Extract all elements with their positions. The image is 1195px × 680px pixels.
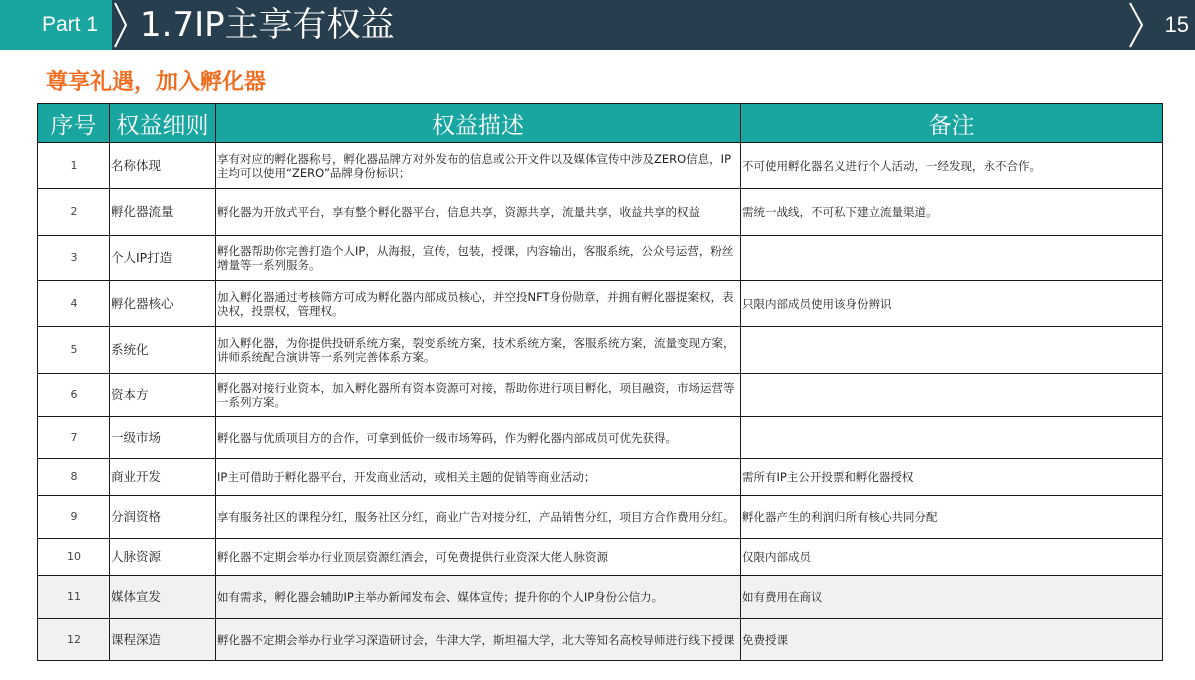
part-label: Part 1 — [42, 13, 99, 36]
row-description: 孵化器不定期会举办行业顶层资源红酒会，可免费提供行业资深大佬人脉资源 — [216, 539, 741, 576]
row-note — [741, 327, 1163, 374]
section-subtitle: 尊享礼遇，加入孵化器 — [46, 70, 267, 95]
row-description: 如有需求，孵化器会辅助IP主举办新闻发布会、媒体宣传；提升你的个人IP身份公信力。 — [216, 576, 741, 619]
row-note: 只限内部成员使用该身份辨识 — [741, 281, 1163, 327]
row-item: 系统化 — [110, 327, 216, 374]
row-note: 不可使用孵化器名义进行个人活动，一经发现，永不合作。 — [741, 143, 1163, 189]
row-number: 9 — [38, 496, 110, 539]
row-item: 课程深造 — [110, 619, 216, 661]
row-note: 如有费用在商议 — [741, 576, 1163, 619]
row-item: 商业开发 — [110, 459, 216, 496]
table-row — [38, 281, 1163, 327]
table-row — [38, 189, 1163, 236]
row-number: 6 — [38, 374, 110, 417]
row-description: 孵化器不定期会举办行业学习深造研讨会，牛津大学，斯坦福大学，北大等知名高校导师进行线下授课 — [216, 619, 741, 661]
table-row — [38, 417, 1163, 459]
row-note — [741, 417, 1163, 459]
table-row — [38, 236, 1163, 281]
row-description: 享有对应的孵化器称号，孵化器品牌方对外发布的信息或公开文件以及媒体宣传中涉及ZERO信息，IP主均可以使用“ZERO”品牌身份标识； — [216, 143, 741, 189]
table-row — [38, 496, 1163, 539]
row-note: 免费授课 — [741, 619, 1163, 661]
row-number: 8 — [38, 459, 110, 496]
column-header-note: 备注 — [741, 104, 1163, 143]
row-item: 资本方 — [110, 374, 216, 417]
column-header-number: 序号 — [38, 104, 110, 143]
row-item: 孵化器流量 — [110, 189, 216, 236]
row-number: 7 — [38, 417, 110, 459]
row-description: 孵化器帮助你完善打造个人IP，从海报，宣传，包装，授课，内容输出，客服系统，公众号运营，粉丝增量等一系列服务。 — [216, 236, 741, 281]
row-number: 2 — [38, 189, 110, 236]
table-row — [38, 327, 1163, 374]
row-note: 需统一战线，不可私下建立流量渠道。 — [741, 189, 1163, 236]
row-item: 名称体现 — [110, 143, 216, 189]
row-description: 加入孵化器，为你提供投研系统方案，裂变系统方案，技术系统方案，客服系统方案，流量变现方案，讲师系统配合演讲等一系列完善体系方案。 — [216, 327, 741, 374]
row-number: 12 — [38, 619, 110, 661]
row-description: IP主可借助于孵化器平台，开发商业活动，或相关主题的促销等商业活动； — [216, 459, 741, 496]
table-header-row — [38, 104, 1163, 143]
row-number: 11 — [38, 576, 110, 619]
row-note: 孵化器产生的利润归所有核心共同分配 — [741, 496, 1163, 539]
column-header-description: 权益描述 — [216, 104, 741, 143]
row-item: 分润资格 — [110, 496, 216, 539]
row-item: 媒体宣发 — [110, 576, 216, 619]
row-note: 需所有IP主公开投票和孵化器授权 — [741, 459, 1163, 496]
row-number: 3 — [38, 236, 110, 281]
row-item: 个人IP打造 — [110, 236, 216, 281]
row-description: 孵化器与优质项目方的合作，可拿到低价一级市场筹码，作为孵化器内部成员可优先获得。 — [216, 417, 741, 459]
row-item: 一级市场 — [110, 417, 216, 459]
page-number: 15 — [1164, 12, 1189, 37]
table-row — [38, 539, 1163, 576]
row-number: 4 — [38, 281, 110, 327]
row-number: 10 — [38, 539, 110, 576]
row-note — [741, 374, 1163, 417]
row-note: 仅限内部成员 — [741, 539, 1163, 576]
table-row — [38, 576, 1163, 619]
table-row — [38, 459, 1163, 496]
row-item: 人脉资源 — [110, 539, 216, 576]
row-description: 享有服务社区的课程分红，服务社区分红，商业广告对接分红，产品销售分红，项目方合作费用分红。 — [216, 496, 741, 539]
table-row — [38, 374, 1163, 417]
row-description: 孵化器为开放式平台，享有整个孵化器平台，信息共享，资源共享，流量共享，收益共享的权益 — [216, 189, 741, 236]
row-description: 孵化器对接行业资本，加入孵化器所有资本资源可对接，帮助你进行项目孵化，项目融资，市场运营等一系列方案。 — [216, 374, 741, 417]
slide-title: 1.7IP主享有权益 — [140, 5, 395, 45]
benefits-table — [37, 103, 1163, 661]
row-description: 加入孵化器通过考核筛方可成为孵化器内部成员核心，并空投NFT身份勋章，并拥有孵化器提案权，表决权，投票权，管理权。 — [216, 281, 741, 327]
table-row — [38, 143, 1163, 189]
row-number: 1 — [38, 143, 110, 189]
slide-header — [0, 0, 1195, 50]
row-item: 孵化器核心 — [110, 281, 216, 327]
table-row — [38, 619, 1163, 661]
row-note — [741, 236, 1163, 281]
column-header-item: 权益细则 — [110, 104, 216, 143]
row-number: 5 — [38, 327, 110, 374]
